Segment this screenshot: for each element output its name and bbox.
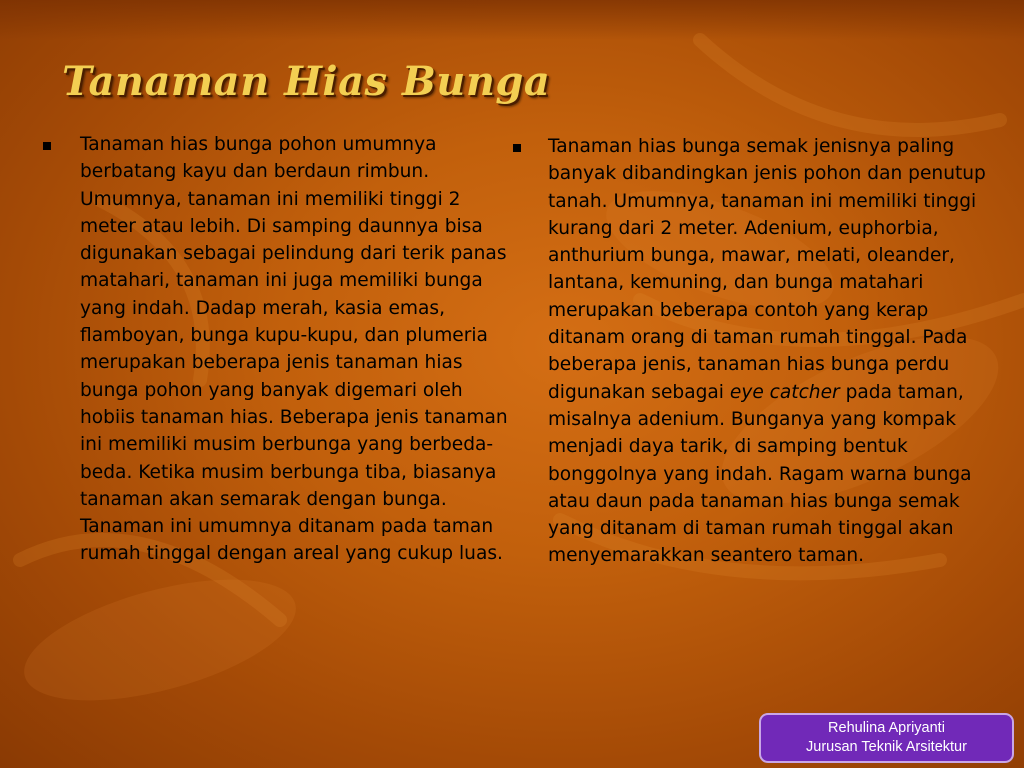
left-bullet-item [40, 131, 510, 568]
left-bullet-text: Tanaman hias bunga pohon umumnya berbatang kayu dan berdaun rimbun. Umumnya, tanaman ini memiliki tinggi 2 meter atau lebih. Di samping daunnya bisa digunakan sebagai pelindung dari terik panas matahari, tanaman ini juga memiliki bunga yang indah. Dadap merah, kasia emas, flamboyan, bunga kupu-kupu, dan plumeria merupakan beberapa jenis tanaman hias bunga pohon yang banyak digemari oleh hobiis tanaman hias. Beberapa jenis tanaman ini memiliki musim berbunga yang berbeda-beda. Ketika musim berbunga tiba, biasanya tanaman akan semarak dengan bunga. Tanaman ini umumnya ditanam pada taman rumah tinggal dengan areal yang cukup luas. [80, 134, 508, 565]
right-bullet-text-italic: eye catcher [729, 381, 840, 403]
author-department: Jurusan Teknik Arsitektur [806, 739, 967, 755]
slide-title: Tanaman Hias Bunga [62, 58, 551, 105]
author-name: Rehulina Apriyanti [828, 720, 945, 736]
right-bullet-text [508, 133, 996, 570]
right-bullet-text-before: Tanaman hias bunga semak jenisnya paling banyak dibandingkan jenis pohon dan penutup tanah. Umumnya, tanaman ini memiliki tinggi kurang dari 2 meter. Adenium, euphorbia, anthurium bunga, mawar, melati, oleander, lantana, kemuning, dan bunga matahari merupakan beberapa contoh yang kerap ditanam orang di taman rumah tinggal. Pada beberapa jenis, tanaman hias bunga perdu digunakan sebagai [548, 136, 986, 403]
bullet-square-icon [513, 144, 521, 152]
author-badge [759, 713, 1014, 763]
right-bullet-text-after: pada taman, misalnya adenium. Bunganya yang kompak menjadi daya tarik, di samping bentuk bonggolnya yang indah. Ragam warna bunga atau daun pada tanaman hias bunga semak yang ditanam di taman rumah tinggal akan menyemarakkan seantero taman. [548, 381, 972, 567]
bullet-square-icon [43, 142, 51, 150]
right-bullet-item [508, 133, 996, 570]
